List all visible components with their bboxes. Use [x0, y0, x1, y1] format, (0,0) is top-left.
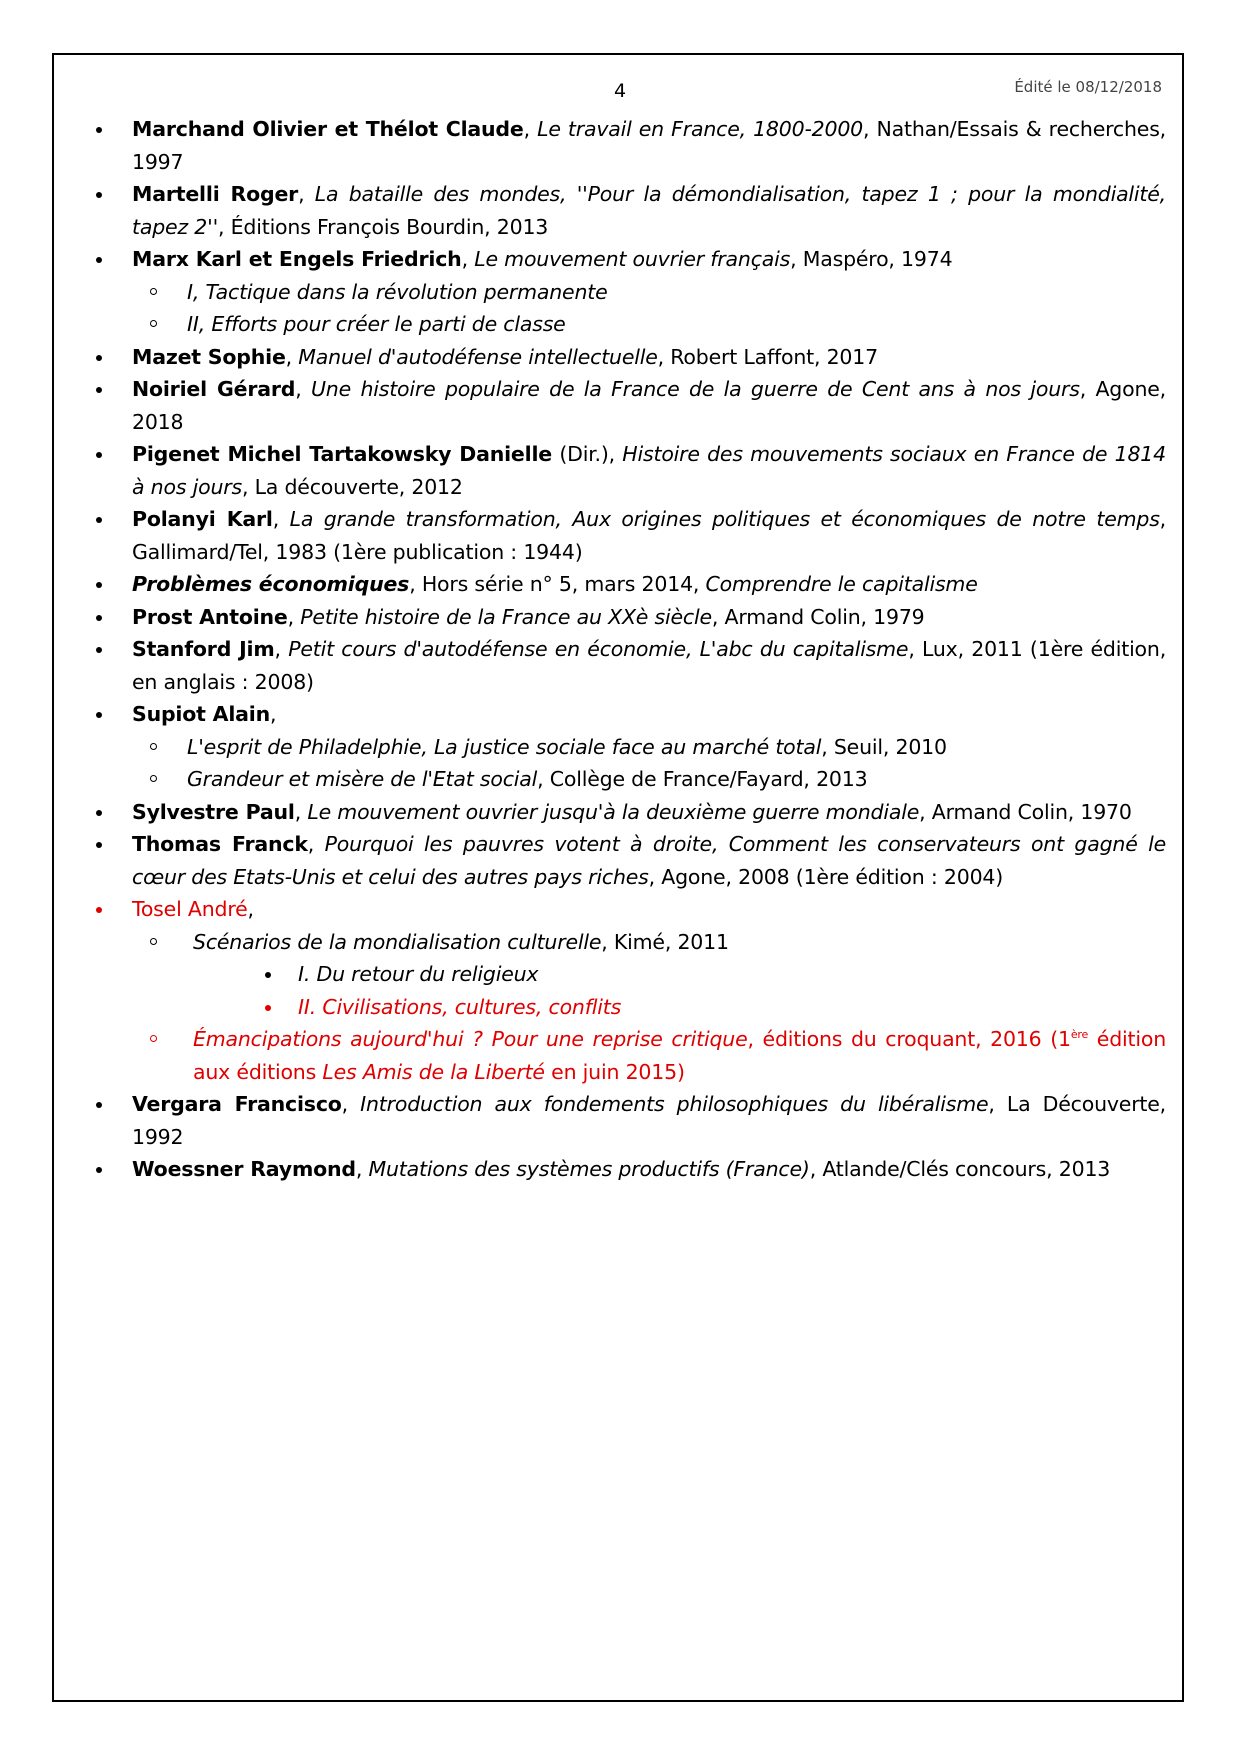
sub-list-item: II, Efforts pour créer le parti de classe — [90, 308, 1166, 341]
entry-publisher: , Maspéro, 1974 — [790, 247, 953, 271]
page-number: 4 — [613, 80, 627, 102]
entry-publisher: , Robert Laffont, 2017 — [657, 344, 878, 369]
entry-publisher: , Nathan/Essais & recherches, 1997 — [132, 117, 1166, 174]
entry-title: Petit cours d'autodéfense en économie, L'abc du capitalisme — [288, 637, 909, 661]
entry-author: Sylvestre Paul — [132, 799, 295, 824]
list-item: Woessner Raymond, Mutations des systèmes productifs (France), Atlande/Clés concours, 2013 — [90, 1153, 1166, 1186]
entry-title: Petite histoire de la France au XXè siècle — [300, 604, 712, 629]
sub-list-item: I, Tactique dans la révolution permanente — [90, 276, 1166, 309]
entry-publisher: , Armand Colin, 1970 — [919, 799, 1132, 824]
entry-author: Pigenet Michel Tartakowsky Danielle — [132, 442, 552, 466]
sub-list-item-highlighted: Émancipations aujourd'hui ? Pour une reprise critique, éditions du croquant, 2016 (1ère édition aux éditions Les Amis de la Liberté en juin 2015) — [90, 1023, 1166, 1088]
entry-publisher: , Agone, 2018 — [132, 377, 1166, 434]
entry-title: Émancipations aujourd'hui ? Pour une reprise critique — [193, 1027, 748, 1051]
entry-author: Problèmes économiques — [132, 572, 410, 596]
sub-list-item — [90, 926, 1166, 959]
sub-list-item — [90, 763, 1166, 796]
list-item: Marchand Olivier et Thélot Claude, Le travail en France, 1800-2000, Nathan/Essais & recherches, 1997 — [90, 113, 1166, 178]
entry-author: Noiriel Gérard — [132, 377, 296, 401]
list-item: Mazet Sophie, Manuel d'autodéfense intellectuelle, Robert Laffont, 2017 — [90, 341, 1166, 374]
entry-author: Polanyi Karl — [132, 507, 273, 531]
entry-author: Mazet Sophie — [132, 344, 286, 369]
entry-title: Le mouvement ouvrier jusqu'à la deuxième guerre mondiale — [307, 799, 920, 824]
entry-author: Supiot Alain — [132, 702, 271, 726]
entry-title: L'esprit de Philadelphie, La justice sociale face au marché total — [187, 734, 822, 759]
entry-title: Comprendre le capitalisme — [705, 572, 978, 596]
entry-publisher: , Seuil, 2010 — [821, 734, 947, 759]
list-item: Vergara Francisco, Introduction aux fondements philosophiques du libéralisme, La Découverte, 1992 — [90, 1088, 1166, 1153]
list-item: Supiot Alain, — [90, 698, 1166, 731]
entry-publisher: , Agone, 2008 (1ère édition : 2004) — [648, 864, 1004, 889]
list-item: Pigenet Michel Tartakowsky Danielle (Dir.), Histoire des mouvements sociaux en France de 1814 à nos jours, La découverte, 2012 — [90, 438, 1166, 503]
entry-publisher: , Gallimard/Tel, 1983 (1ère publication : 1944) — [132, 507, 1166, 564]
entry-publisher: , La Découverte, 1992 — [132, 1092, 1166, 1149]
sub-sub-list-item: I. Du retour du religieux — [90, 958, 1166, 991]
entry-publisher: , Lux, 2011 (1ère édition, en anglais : 2008) — [132, 637, 1167, 694]
entry-title: Manuel d'autodéfense intellectuelle — [298, 344, 658, 369]
entry-author: Stanford Jim — [132, 637, 275, 661]
entry-publisher: , Atlande/Clés concours, 2013 — [809, 1157, 1111, 1181]
entry-title: La grande transformation, Aux origines politiques et économiques de notre temps — [289, 507, 1160, 531]
entry-title: Mutations des systèmes productifs (France) — [368, 1157, 810, 1181]
entry-title: Le travail en France, 1800-2000 — [537, 117, 864, 141]
list-item-highlighted: Tosel André, — [90, 893, 1166, 926]
list-item: Polanyi Karl, La grande transformation, Aux origines politiques et économiques de notre temps, Gallimard/Tel, 1983 (1ère publication : 1944) — [90, 503, 1166, 568]
entry-title: Scénarios de la mondialisation culturelle — [193, 929, 602, 954]
entry-author: Marx Karl et Engels Friedrich — [132, 247, 462, 271]
entry-author: Thomas Franck — [132, 832, 308, 856]
entry-title: Histoire des mouvements sociaux en France de 1814 à nos jours — [132, 442, 1166, 499]
entry-publisher: , La découverte, 2012 — [241, 474, 463, 499]
entry-publisher: , Collège de France/Fayard, 2013 — [537, 767, 868, 791]
entry-title: La bataille des mondes, ''Pour la démondialisation, tapez 1 ; pour la mondialité, tapez 2'' — [132, 182, 1166, 239]
entry-title: Grandeur et misère de l'Etat social — [187, 767, 538, 791]
entry-title: Introduction aux fondements philosophiques du libéralisme — [360, 1092, 989, 1116]
entry-publisher: , Armand Colin, 1979 — [711, 604, 925, 629]
list-item: Sylvestre Paul, Le mouvement ouvrier jusqu'à la deuxième guerre mondiale, Armand Colin, 1970 — [90, 796, 1166, 829]
entry-author: Prost Antoine — [132, 604, 288, 629]
sub-list-item — [90, 731, 1166, 764]
list-item: Problèmes économiques, Hors série n° 5, mars 2014, Comprendre le capitalisme — [90, 568, 1166, 601]
list-item: Prost Antoine, Petite histoire de la France au XXè siècle, Armand Colin, 1979 — [90, 601, 1166, 634]
bibliography-list — [90, 113, 1166, 1186]
entry-author: Marchand Olivier et Thélot Claude — [132, 117, 524, 141]
list-item: Noiriel Gérard, Une histoire populaire de la France de la guerre de Cent ans à nos jours, Agone, 2018 — [90, 373, 1166, 438]
entry-author: Vergara Francisco — [132, 1092, 342, 1116]
entry-title: Pourquoi les pauvres votent à droite, Comment les conservateurs ont gagné le cœur des Etats-Unis et celui des autres pays riches — [132, 832, 1166, 889]
list-item: Martelli Roger, La bataille des mondes, ''Pour la démondialisation, tapez 1 ; pour la mondialité, tapez 2'', Éditions François Bourdin, 2013 — [90, 178, 1166, 243]
list-item: Thomas Franck, Pourquoi les pauvres votent à droite, Comment les conservateurs ont gagné le cœur des Etats-Unis et celui des autres pays riches, Agone, 2008 (1ère édition : 2004) — [90, 828, 1166, 893]
entry-publisher: , Kimé, 2011 — [601, 929, 729, 954]
entry-publisher: , Éditions François Bourdin, 2013 — [218, 214, 549, 239]
entry-author: Martelli Roger — [132, 182, 299, 206]
entry-author: Woessner Raymond — [132, 1157, 356, 1181]
edit-date: Édité le 08/12/2018 — [1014, 78, 1162, 96]
list-item: Stanford Jim, Petit cours d'autodéfense en économie, L'abc du capitalisme, Lux, 2011 (1ère édition, en anglais : 2008) — [90, 633, 1166, 698]
list-item: Marx Karl et Engels Friedrich, Le mouvement ouvrier français, Maspéro, 1974 — [90, 243, 1166, 276]
entry-title: Le mouvement ouvrier français — [474, 247, 791, 271]
entry-author: Tosel André — [132, 897, 248, 921]
sub-sub-list-item-highlighted: II. Civilisations, cultures, conflits — [90, 991, 1166, 1024]
entry-title: Une histoire populaire de la France de la guerre de Cent ans à nos jours — [311, 377, 1080, 401]
